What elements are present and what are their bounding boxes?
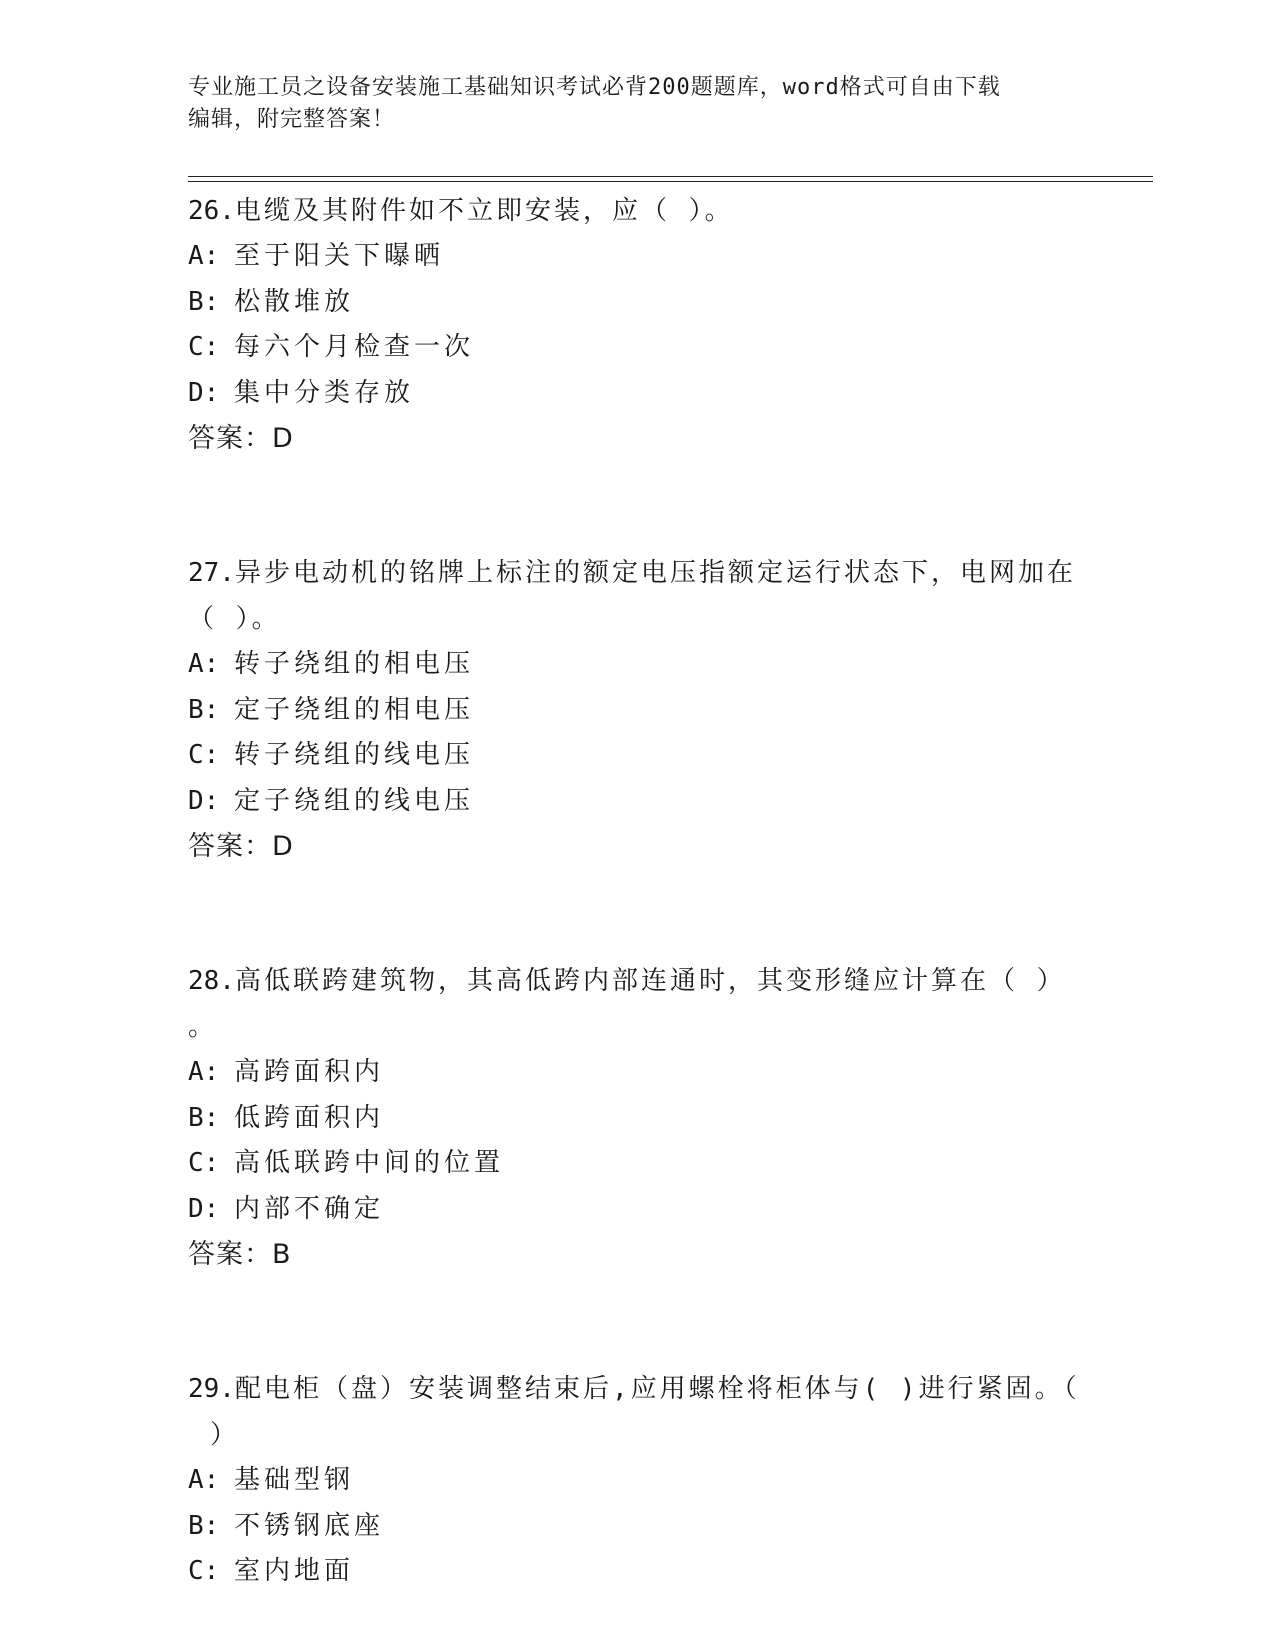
option-letter: B: xyxy=(188,286,220,317)
question-title xyxy=(188,1366,1088,1412)
option-text: 基础型钢 xyxy=(234,1465,355,1495)
option-letter: C: xyxy=(188,1148,220,1178)
header-divider-top xyxy=(188,176,1153,177)
option-letter: B: xyxy=(188,1510,220,1541)
question-text: 电缆及其附件如不立即安装，应（ ）。 xyxy=(234,196,734,226)
option-letter: B: xyxy=(188,1102,220,1133)
option-a xyxy=(188,234,1088,280)
answer-line: 答案：D xyxy=(188,831,294,862)
option-text: 高跨面积内 xyxy=(234,1057,385,1087)
option-b xyxy=(188,1096,1088,1142)
question-spacer xyxy=(188,462,1088,550)
option-b xyxy=(188,280,1088,326)
option-text: 低跨面积内 xyxy=(234,1102,385,1133)
option-a xyxy=(188,1458,1088,1504)
question-number: 26. xyxy=(188,196,235,226)
question-spacer xyxy=(188,870,1088,958)
option-letter: A: xyxy=(188,241,220,271)
question-28 xyxy=(188,958,1088,1278)
option-a xyxy=(188,1050,1088,1096)
question-number: 27. xyxy=(188,558,235,588)
option-text: 不锈钢底座 xyxy=(234,1510,385,1541)
header-line-2: 编辑，附完整答案！ xyxy=(188,107,396,132)
question-27 xyxy=(188,550,1088,870)
option-b xyxy=(188,688,1088,734)
option-text: 转子绕组的线电压 xyxy=(234,740,475,770)
header-divider-bottom xyxy=(188,181,1153,182)
option-a xyxy=(188,642,1088,688)
question-text: 异步电动机的铭牌上标注的额定电压指额定运行状态下，电网加在 xyxy=(234,558,1076,588)
option-b xyxy=(188,1504,1088,1550)
question-26 xyxy=(188,188,1088,462)
document-header xyxy=(188,72,1088,136)
option-letter: A: xyxy=(188,1465,220,1495)
question-title xyxy=(188,550,1088,596)
option-text: 定子绕组的相电压 xyxy=(234,694,475,725)
answer-line: 答案：D xyxy=(188,423,294,454)
option-letter: A: xyxy=(188,649,220,679)
option-d xyxy=(188,779,1088,825)
option-c xyxy=(188,1141,1088,1187)
option-letter: C: xyxy=(188,332,220,362)
question-list xyxy=(188,188,1088,1595)
option-text: 松散堆放 xyxy=(234,286,355,317)
option-d xyxy=(188,1187,1088,1233)
question-title xyxy=(188,958,1088,1004)
option-text: 定子绕组的线电压 xyxy=(234,785,475,816)
option-letter: C: xyxy=(188,1556,220,1586)
option-text: 转子绕组的相电压 xyxy=(234,649,475,679)
option-letter: C: xyxy=(188,740,220,770)
option-letter: A: xyxy=(188,1057,220,1087)
option-letter: B: xyxy=(188,694,220,725)
option-text: 高低联跨中间的位置 xyxy=(234,1148,505,1178)
question-title-continued: 。 xyxy=(188,1012,218,1042)
question-title-continued: （ ）。 xyxy=(188,604,281,634)
question-29 xyxy=(188,1366,1088,1595)
option-c xyxy=(188,733,1088,779)
option-c xyxy=(188,325,1088,371)
option-text: 每六个月检查一次 xyxy=(234,332,475,362)
question-spacer xyxy=(188,1278,1088,1366)
option-c xyxy=(188,1549,1088,1595)
option-text: 室内地面 xyxy=(234,1556,355,1586)
option-text: 至于阳关下曝晒 xyxy=(234,241,445,271)
option-text: 内部不确定 xyxy=(234,1193,385,1224)
question-title xyxy=(188,188,1088,234)
question-text: 配电柜（盘）安装调整结束后,应用螺栓将柜体与( )进行紧固。（ xyxy=(234,1374,1080,1404)
question-number: 28. xyxy=(188,966,235,996)
option-text: 集中分类存放 xyxy=(234,377,415,408)
question-text: 高低联跨建筑物，其高低跨内部连通时，其变形缝应计算在（ ） xyxy=(234,966,1066,996)
option-letter: D: xyxy=(188,377,220,408)
option-d xyxy=(188,371,1088,417)
option-letter: D: xyxy=(188,785,220,816)
answer-line: 答案：B xyxy=(188,1239,292,1270)
question-number: 29. xyxy=(188,1374,235,1404)
option-letter: D: xyxy=(188,1193,220,1224)
header-line-1: 专业施工员之设备安装施工基础知识考试必背200题题库，word格式可自由下载 xyxy=(188,75,1001,100)
question-title-continued: ） xyxy=(210,1420,240,1450)
